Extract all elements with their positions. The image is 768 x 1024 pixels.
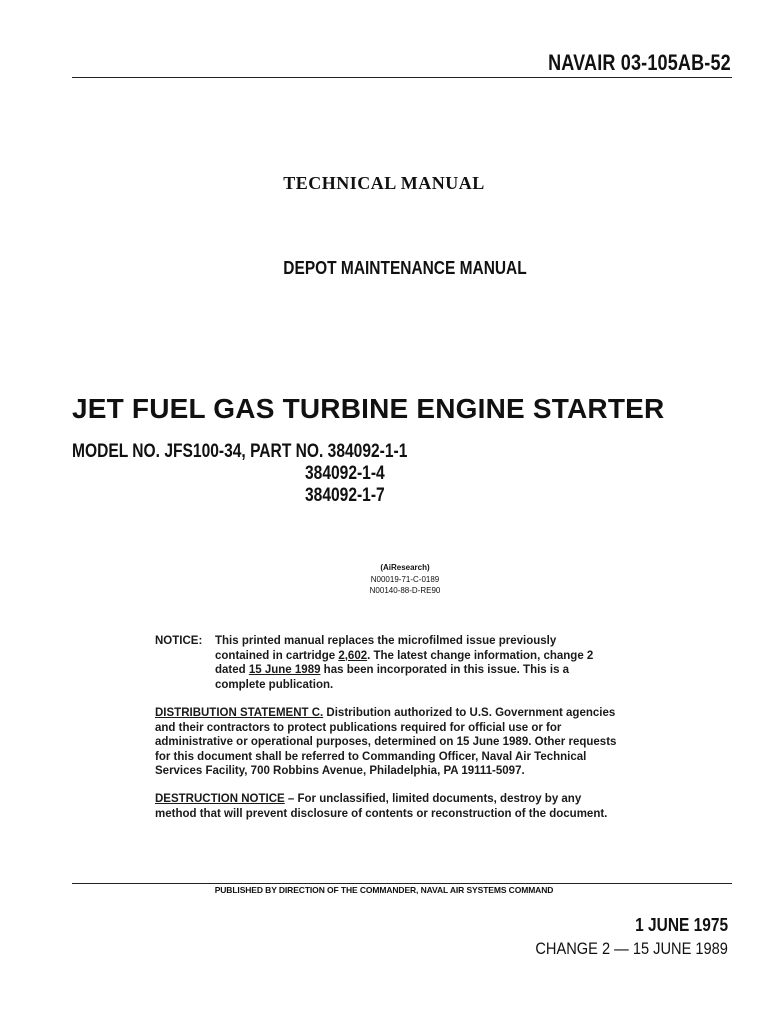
contract-number-2: N00140-88-D-RE90: [369, 586, 441, 595]
published-by: PUBLISHED BY DIRECTION OF THE COMMANDER, NAVAL AIR SYSTEMS COMMAND: [214, 885, 554, 895]
technical-manual-heading: TECHNICAL MANUAL: [283, 173, 485, 193]
publication-date: 1 JUNE 1975: [635, 915, 728, 935]
distribution-text: Distribution authorized to U.S. Government agencies and their contractors to protect publications required for official use or for administrative or operational purposes, determined on 15 June 1989. Other requests for this document shall be referred to Commanding Officer, Naval Air Technical Services Facility, 700 Robbins Avenue, Philadelphia, PA 19111-5097.: [155, 707, 617, 777]
part-number-3: 384092-1-7: [305, 485, 385, 506]
destruction-notice: [155, 792, 625, 821]
notice-label: NOTICE:: [155, 635, 203, 647]
contractor-name: (AiResearch): [380, 563, 430, 572]
main-title: JET FUEL GAS TURBINE ENGINE STARTER: [72, 393, 665, 424]
document-number: NAVAIR 03-105AB-52: [548, 50, 731, 75]
destruction-text: – For unclassified, limited documents, destroy by any method that will prevent disclosure of contents or reconstruction of the document.: [155, 793, 608, 820]
distribution-heading: DISTRIBUTION STATEMENT C.: [155, 707, 324, 719]
cartridge-number: 2,602: [338, 649, 368, 662]
change-line: CHANGE 2 — 15 JUNE 1989: [535, 939, 728, 958]
model-part-number: MODEL NO. JFS100-34, PART NO. 384092-1-1: [72, 441, 408, 462]
contract-number-1: N00019-71-C-0189: [370, 575, 440, 584]
depot-maintenance-heading: DEPOT MAINTENANCE MANUAL: [283, 258, 527, 278]
top-divider: [72, 77, 732, 78]
part-number-2: 384092-1-4: [305, 463, 385, 484]
notice-text: This printed manual replaces the microfilmed issue previously contained in cartridge 2,602. The latest change information, change 2 dated 15 June 1989 has been incorporated in this issue. This is a complete publication.: [215, 635, 594, 691]
bottom-divider: [72, 883, 732, 884]
destruction-heading: DESTRUCTION NOTICE: [155, 793, 285, 805]
change-date: 15 June 1989: [248, 664, 321, 676]
distribution-statement: [155, 706, 625, 779]
